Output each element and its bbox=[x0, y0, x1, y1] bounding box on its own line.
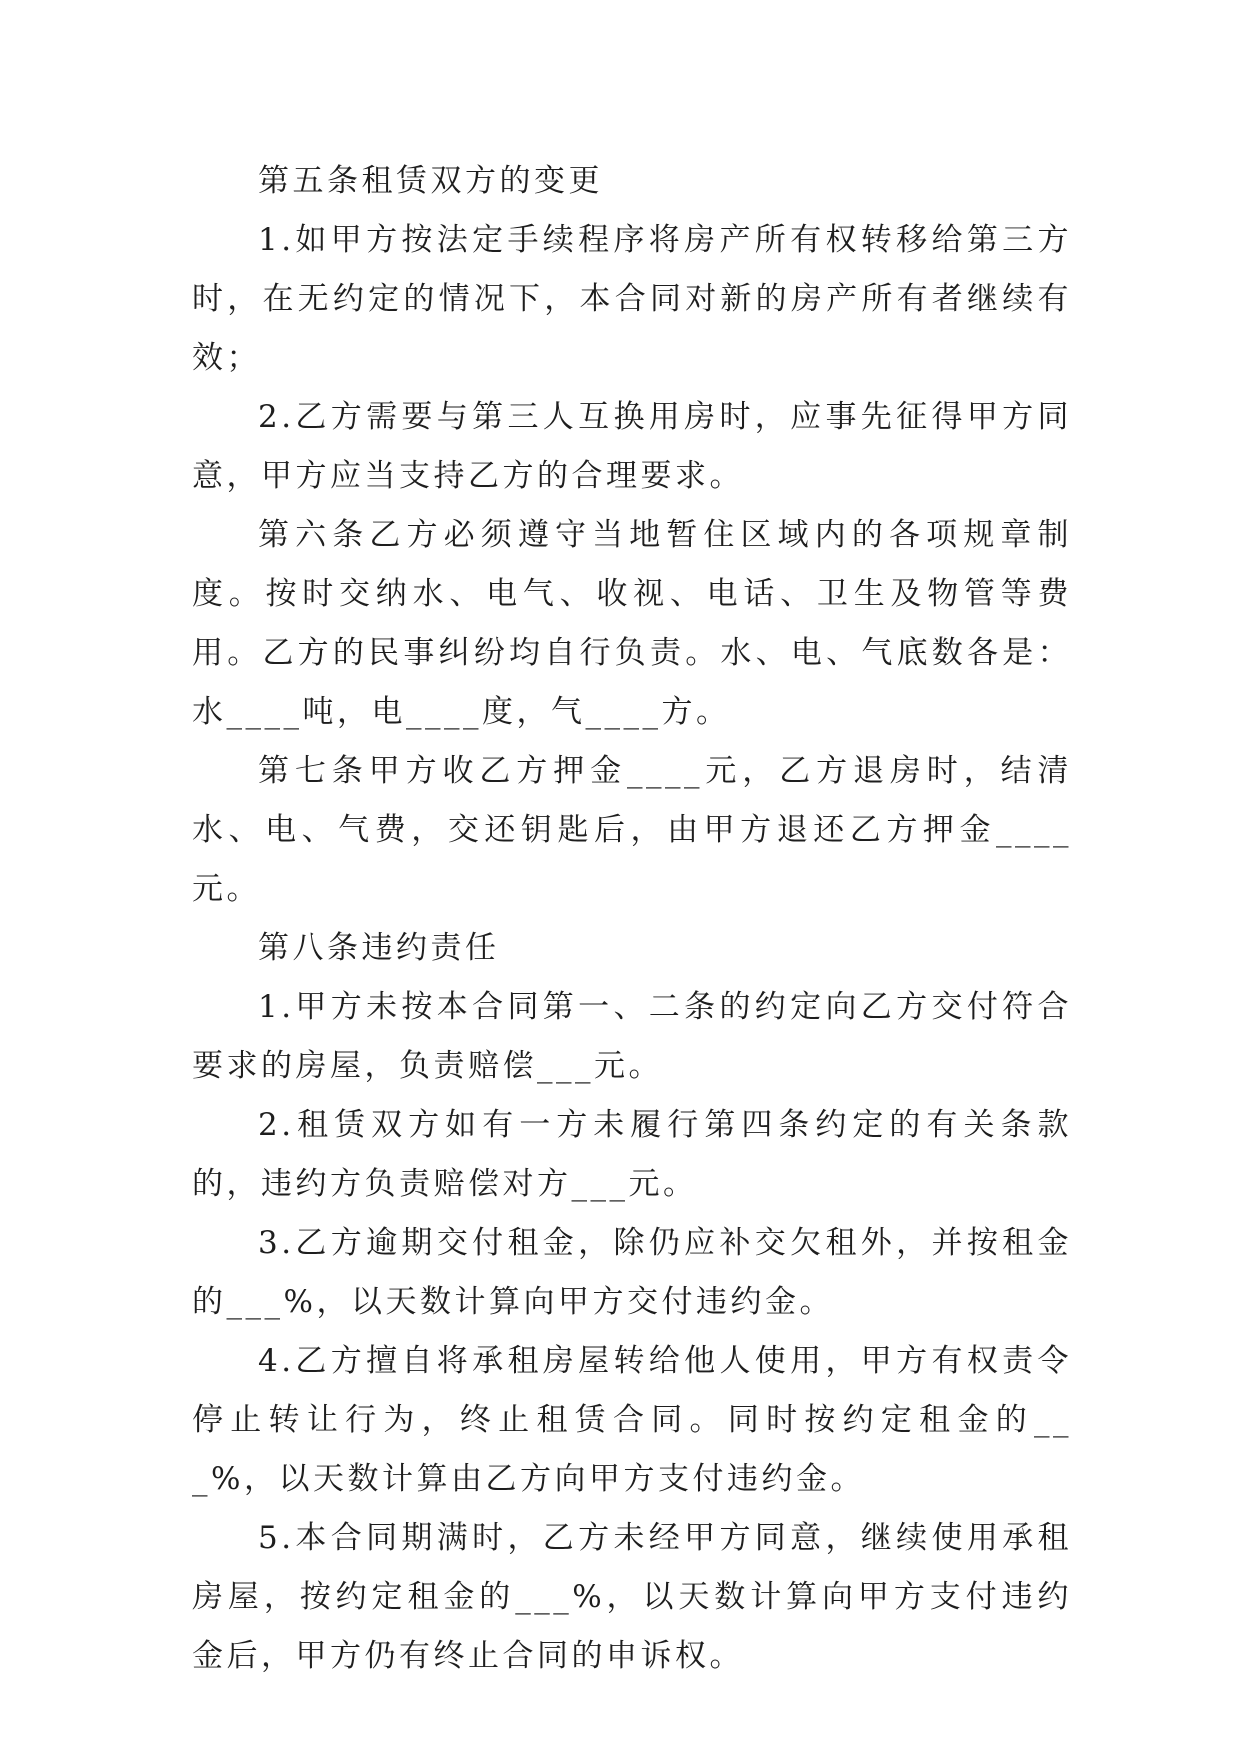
article-6: 第六条乙方必须遵守当地暂住区域内的各项规章制度。按时交纳水、电气、收视、电话、卫生及物管等费用。乙方的民事纠纷均自行负责。水、电、气底数各是：水____吨，电____度，气____方。 bbox=[192, 517, 1072, 730]
article-7: 第七条甲方收乙方押金____元，乙方退房时，结清水、电、气费，交还钥匙后，由甲方退还乙方押金____元。 bbox=[192, 753, 1072, 907]
article-8-heading: 第八条违约责任 bbox=[258, 930, 500, 966]
article-5-heading: 第五条租赁双方的变更 bbox=[258, 163, 603, 199]
article-8-item-3: 3.乙方逾期交付租金，除仍应补交欠租外，并按租金的___%，以天数计算向甲方交付违约金。 bbox=[192, 1225, 1072, 1320]
article-8-item-5: 5.本合同期满时，乙方未经甲方同意，继续使用承租房屋，按约定租金的___%，以天数计算向甲方支付违约金后，甲方仍有终止合同的申诉权。 bbox=[192, 1520, 1072, 1674]
article-5-item-1: 1.如甲方按法定手续程序将房产所有权转移给第三方时，在无约定的情况下，本合同对新的房产所有者继续有效； bbox=[192, 222, 1072, 376]
article-8-item-2: 2.租赁双方如有一方未履行第四条约定的有关条款的，违约方负责赔偿对方___元。 bbox=[192, 1107, 1072, 1202]
article-8-item-4: 4.乙方擅自将承租房屋转给他人使用，甲方有权责令停止转让行为，终止租赁合同。同时按约定租金的___%，以天数计算由乙方向甲方支付违约金。 bbox=[192, 1343, 1072, 1497]
article-5-item-2: 2.乙方需要与第三人互换用房时，应事先征得甲方同意，甲方应当支持乙方的合理要求。 bbox=[192, 399, 1072, 494]
article-8-item-1: 1.甲方未按本合同第一、二条的约定向乙方交付符合要求的房屋，负责赔偿___元。 bbox=[192, 989, 1072, 1084]
contract-body bbox=[192, 152, 1072, 1686]
